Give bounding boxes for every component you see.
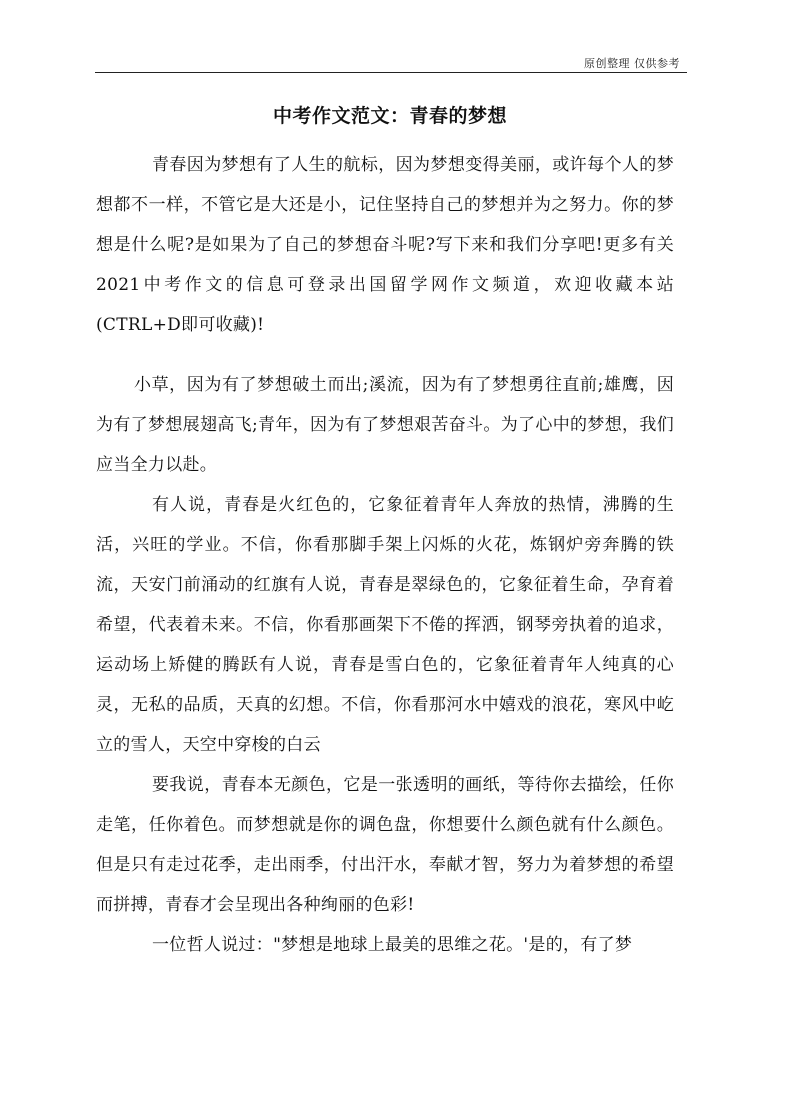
document-title: 中考作文范文：青春的梦想 (272, 105, 507, 127)
document-body (96, 145, 674, 965)
paragraph-philosopher: 一位哲人说过："梦想是地球上最美的思维之花。'是的，有了梦 (152, 935, 633, 955)
header-note: 原创整理 仅供参考 (584, 57, 680, 70)
paragraph-intro: 青春因为梦想有了人生的航标，因为梦想变得美丽，或许每个人的梦想都不一样，不管它是大还是小，记住坚持自己的梦想并为之努力。你的梦想是什么呢?是如果为了自己的梦想奋斗呢?写下来和我们分享吧!更多有关2021中考作文的信息可登录出国留学网作文频道，欢迎收藏本站(CTRL+D即可收藏)! (96, 155, 674, 335)
header-divider (95, 72, 687, 73)
paragraph-colors: 有人说，青春是火红色的，它象征着青年人奔放的热情，沸腾的生活，兴旺的学业。不信，你看那脚手架上闪烁的火花，炼钢炉旁奔腾的铁流，天安门前涌动的红旗有人说，青春是翠绿色的，它象征着生命，孕育着希望，代表着未来。不信，你看那画架下不倦的挥洒，钢琴旁执着的追求，运动场上矫健的腾跃有人说，青春是雪白色的，它象征着青年人纯真的心灵，无私的品质，天真的幻想。不信，你看那河水中嬉戏的浪花，寒风中屹立的雪人，天空中穿梭的白云 (96, 495, 674, 755)
paragraph-grass: 小草，因为有了梦想破土而出;溪流，因为有了梦想勇往直前;雄鹰，因为有了梦想展翅高飞;青年，因为有了梦想艰苦奋斗。为了心中的梦想，我们应当全力以赴。 (96, 375, 674, 475)
paragraph-palette: 要我说，青春本无颜色，它是一张透明的画纸，等待你去描绘，任你走笔，任你着色。而梦想就是你的调色盘，你想要什么颜色就有什么颜色。但是只有走过花季，走出雨季，付出汗水，奉献才智，努力为着梦想的希望而拼搏，青春才会呈现出各种绚丽的色彩! (96, 775, 674, 915)
